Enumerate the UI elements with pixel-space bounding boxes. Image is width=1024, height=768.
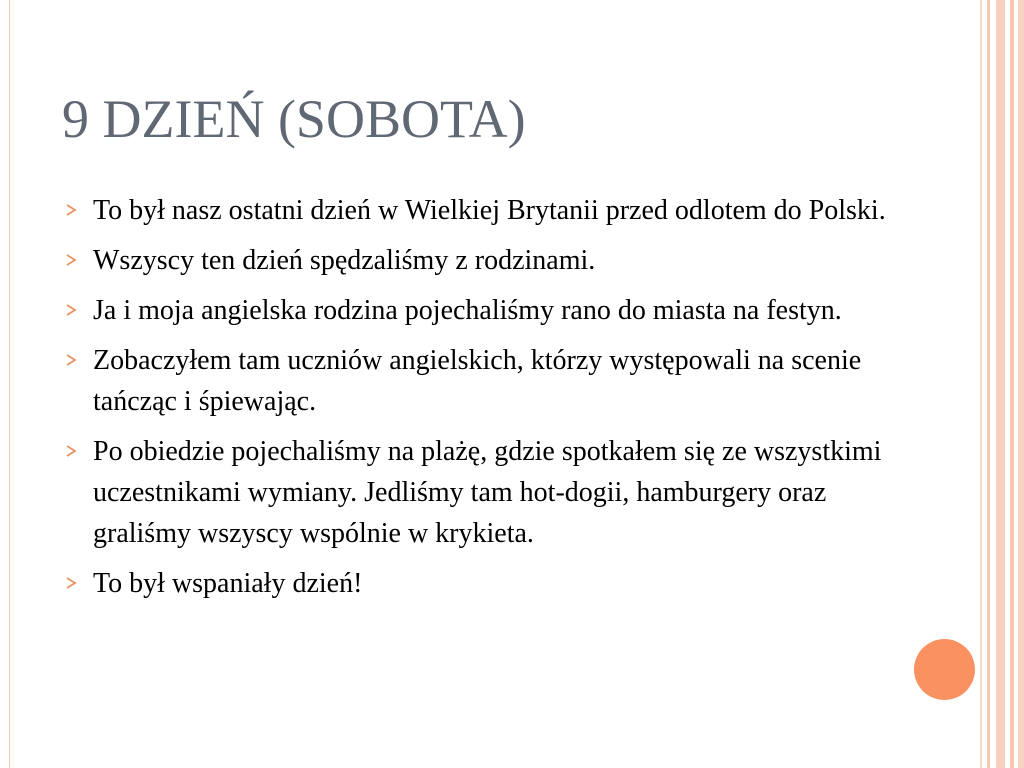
border-stripe bbox=[996, 0, 1005, 768]
bullet-item bbox=[62, 240, 902, 281]
bullet-item bbox=[62, 190, 902, 231]
chevron-right-icon bbox=[64, 353, 78, 367]
chevron-right-icon bbox=[64, 303, 78, 317]
bullet-list bbox=[62, 190, 902, 613]
border-stripe bbox=[1018, 0, 1024, 768]
chevron-right-icon bbox=[64, 253, 78, 267]
border-stripe bbox=[980, 0, 982, 768]
bullet-text: To był wspaniały dzień! bbox=[93, 568, 363, 599]
slide-title: 9 DZIEŃ (SOBOTA) bbox=[62, 89, 526, 149]
bullet-item bbox=[62, 563, 902, 604]
right-border-decoration bbox=[980, 0, 1024, 768]
chevron-right-icon bbox=[64, 576, 78, 590]
orange-circle-decoration bbox=[914, 639, 975, 700]
bullet-text: Zobaczyłem tam uczniów angielskich, którzy występowali na scenie tańcząc i śpiewając. bbox=[93, 345, 862, 417]
chevron-right-icon bbox=[64, 203, 78, 217]
border-stripe bbox=[1010, 0, 1014, 768]
border-stripe bbox=[987, 0, 990, 768]
bullet-text: To był nasz ostatni dzień w Wielkiej Brytanii przed odlotem do Polski. bbox=[93, 195, 886, 226]
bullet-item bbox=[62, 340, 902, 422]
bullet-text: Wszyscy ten dzień spędzaliśmy z rodzinami. bbox=[93, 245, 596, 276]
left-border-stripe bbox=[9, 0, 10, 768]
bullet-text: Po obiedzie pojechaliśmy na plażę, gdzie spotkałem się ze wszystkimi uczestnikami wymiany. Jedliśmy tam hot-dogii, hamburgery oraz graliśmy wszyscy wspólnie w krykieta. bbox=[93, 436, 882, 549]
bullet-item bbox=[62, 431, 902, 554]
bullet-item bbox=[62, 290, 902, 331]
bullet-text: Ja i moja angielska rodzina pojechaliśmy rano do miasta na festyn. bbox=[93, 295, 842, 326]
chevron-right-icon bbox=[64, 444, 78, 458]
